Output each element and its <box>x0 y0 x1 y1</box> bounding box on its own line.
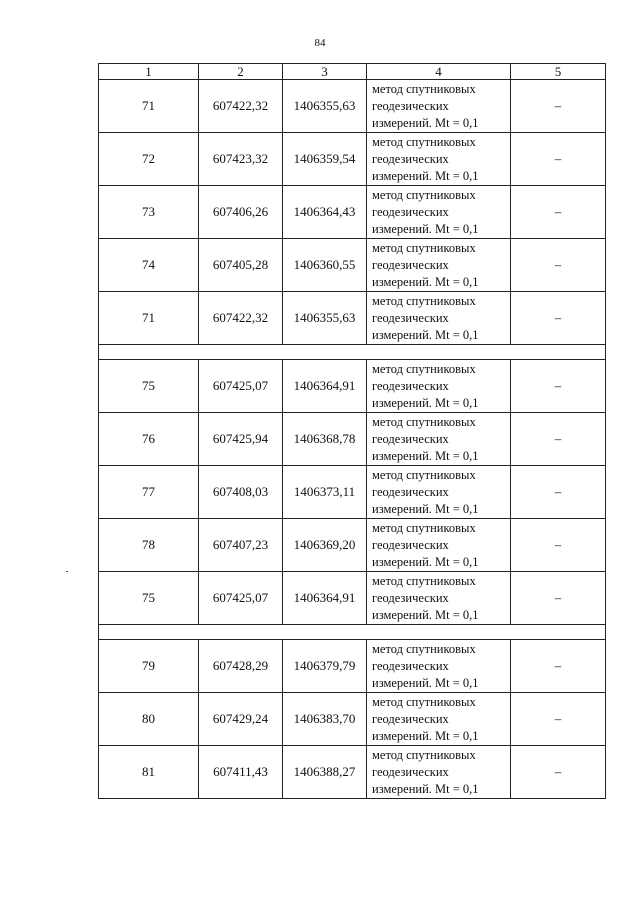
table-row <box>99 746 606 799</box>
method-cell <box>367 186 511 239</box>
point-number-cell: 79 <box>99 640 199 693</box>
header-cell-2: 2 <box>199 64 283 80</box>
method-line: измерений. Mt = 0,1 <box>372 115 479 130</box>
x-coordinate-cell: 607408,03 <box>199 466 283 519</box>
x-coordinate-cell: 607407,23 <box>199 519 283 572</box>
y-coordinate-cell: 1406369,20 <box>283 519 367 572</box>
table-row <box>99 466 606 519</box>
point-number-cell: 72 <box>99 133 199 186</box>
method-line: метод спутниковых <box>372 573 476 588</box>
point-number-cell: 76 <box>99 413 199 466</box>
header-cell-5: 5 <box>511 64 606 80</box>
method-line: геодезических <box>372 431 449 446</box>
separator-cell <box>99 625 606 640</box>
point-number-cell: 73 <box>99 186 199 239</box>
method-cell <box>367 292 511 345</box>
note-cell: – <box>511 186 606 239</box>
note-cell: – <box>511 519 606 572</box>
method-line: метод спутниковых <box>372 520 476 535</box>
table-row <box>99 133 606 186</box>
method-line: метод спутниковых <box>372 641 476 656</box>
note-cell: – <box>511 466 606 519</box>
method-line: измерений. Mt = 0,1 <box>372 274 479 289</box>
point-number-cell: 71 <box>99 292 199 345</box>
method-cell <box>367 360 511 413</box>
point-number-cell: 78 <box>99 519 199 572</box>
x-coordinate-cell: 607423,32 <box>199 133 283 186</box>
note-cell: – <box>511 640 606 693</box>
method-line: геодезических <box>372 711 449 726</box>
note-cell: – <box>511 413 606 466</box>
header-row <box>99 64 606 80</box>
table-row <box>99 519 606 572</box>
method-cell <box>367 413 511 466</box>
x-coordinate-cell: 607425,07 <box>199 360 283 413</box>
note-cell: – <box>511 693 606 746</box>
table-row <box>99 572 606 625</box>
method-line: измерений. Mt = 0,1 <box>372 327 479 342</box>
note-cell: – <box>511 572 606 625</box>
method-line: метод спутниковых <box>372 747 476 762</box>
note-cell: – <box>511 746 606 799</box>
x-coordinate-cell: 607406,26 <box>199 186 283 239</box>
method-cell <box>367 80 511 133</box>
method-cell <box>367 133 511 186</box>
separator-cell <box>99 345 606 360</box>
y-coordinate-cell: 1406368,78 <box>283 413 367 466</box>
note-cell: – <box>511 133 606 186</box>
method-line: метод спутниковых <box>372 240 476 255</box>
note-cell: – <box>511 80 606 133</box>
method-line: геодезических <box>372 378 449 393</box>
table-row <box>99 292 606 345</box>
method-line: измерений. Mt = 0,1 <box>372 675 479 690</box>
x-coordinate-cell: 607429,24 <box>199 693 283 746</box>
header-cell-1: 1 <box>99 64 199 80</box>
method-cell <box>367 239 511 292</box>
y-coordinate-cell: 1406355,63 <box>283 80 367 133</box>
point-number-cell: 81 <box>99 746 199 799</box>
method-line: измерений. Mt = 0,1 <box>372 781 479 796</box>
coordinates-table <box>98 63 606 799</box>
method-line: геодезических <box>372 151 449 166</box>
method-cell <box>367 519 511 572</box>
y-coordinate-cell: 1406364,91 <box>283 572 367 625</box>
method-line: измерений. Mt = 0,1 <box>372 168 479 183</box>
y-coordinate-cell: 1406359,54 <box>283 133 367 186</box>
y-coordinate-cell: 1406383,70 <box>283 693 367 746</box>
method-line: измерений. Mt = 0,1 <box>372 501 479 516</box>
contour-separator-row <box>99 625 606 640</box>
x-coordinate-cell: 607428,29 <box>199 640 283 693</box>
y-coordinate-cell: 1406364,91 <box>283 360 367 413</box>
point-number-cell: 77 <box>99 466 199 519</box>
point-number-cell: 71 <box>99 80 199 133</box>
method-cell <box>367 746 511 799</box>
method-line: измерений. Mt = 0,1 <box>372 554 479 569</box>
method-line: метод спутниковых <box>372 293 476 308</box>
table-row <box>99 239 606 292</box>
method-line: измерений. Mt = 0,1 <box>372 395 479 410</box>
header-cell-4: 4 <box>367 64 511 80</box>
table-row <box>99 693 606 746</box>
method-line: измерений. Mt = 0,1 <box>372 607 479 622</box>
method-line: метод спутниковых <box>372 414 476 429</box>
method-line: геодезических <box>372 658 449 673</box>
table-row <box>99 640 606 693</box>
method-line: метод спутниковых <box>372 81 476 96</box>
point-number-cell: 80 <box>99 693 199 746</box>
method-cell <box>367 466 511 519</box>
table-row <box>99 186 606 239</box>
page-number: 84 <box>314 37 326 49</box>
x-coordinate-cell: 607405,28 <box>199 239 283 292</box>
point-number-cell: 75 <box>99 360 199 413</box>
method-line: метод спутниковых <box>372 361 476 376</box>
table-row <box>99 80 606 133</box>
method-line: метод спутниковых <box>372 467 476 482</box>
method-line: геодезических <box>372 204 449 219</box>
y-coordinate-cell: 1406364,43 <box>283 186 367 239</box>
table-row <box>99 360 606 413</box>
method-line: геодезических <box>372 98 449 113</box>
point-number-cell: 75 <box>99 572 199 625</box>
table-body <box>99 80 606 799</box>
y-coordinate-cell: 1406379,79 <box>283 640 367 693</box>
method-line: геодезических <box>372 590 449 605</box>
y-coordinate-cell: 1406373,11 <box>283 466 367 519</box>
method-cell <box>367 693 511 746</box>
method-line: метод спутниковых <box>372 694 476 709</box>
header-cell-3: 3 <box>283 64 367 80</box>
contour-separator-row <box>99 345 606 360</box>
point-number-cell: 74 <box>99 239 199 292</box>
table-row <box>99 413 606 466</box>
note-cell: – <box>511 239 606 292</box>
y-coordinate-cell: 1406388,27 <box>283 746 367 799</box>
y-coordinate-cell: 1406355,63 <box>283 292 367 345</box>
method-line: геодезических <box>372 310 449 325</box>
method-line: метод спутниковых <box>372 187 476 202</box>
note-cell: – <box>511 360 606 413</box>
x-coordinate-cell: 607425,94 <box>199 413 283 466</box>
method-line: геодезических <box>372 764 449 779</box>
method-line: геодезических <box>372 484 449 499</box>
x-coordinate-cell: 607425,07 <box>199 572 283 625</box>
method-cell <box>367 572 511 625</box>
note-cell: – <box>511 292 606 345</box>
x-coordinate-cell: 607411,43 <box>199 746 283 799</box>
x-coordinate-cell: 607422,32 <box>199 80 283 133</box>
method-line: геодезических <box>372 537 449 552</box>
method-line: метод спутниковых <box>372 134 476 149</box>
x-coordinate-cell: 607422,32 <box>199 292 283 345</box>
method-line: измерений. Mt = 0,1 <box>372 221 479 236</box>
method-line: измерений. Mt = 0,1 <box>372 448 479 463</box>
y-coordinate-cell: 1406360,55 <box>283 239 367 292</box>
method-line: измерений. Mt = 0,1 <box>372 728 479 743</box>
method-line: геодезических <box>372 257 449 272</box>
method-cell <box>367 640 511 693</box>
scan-speck <box>66 571 68 572</box>
